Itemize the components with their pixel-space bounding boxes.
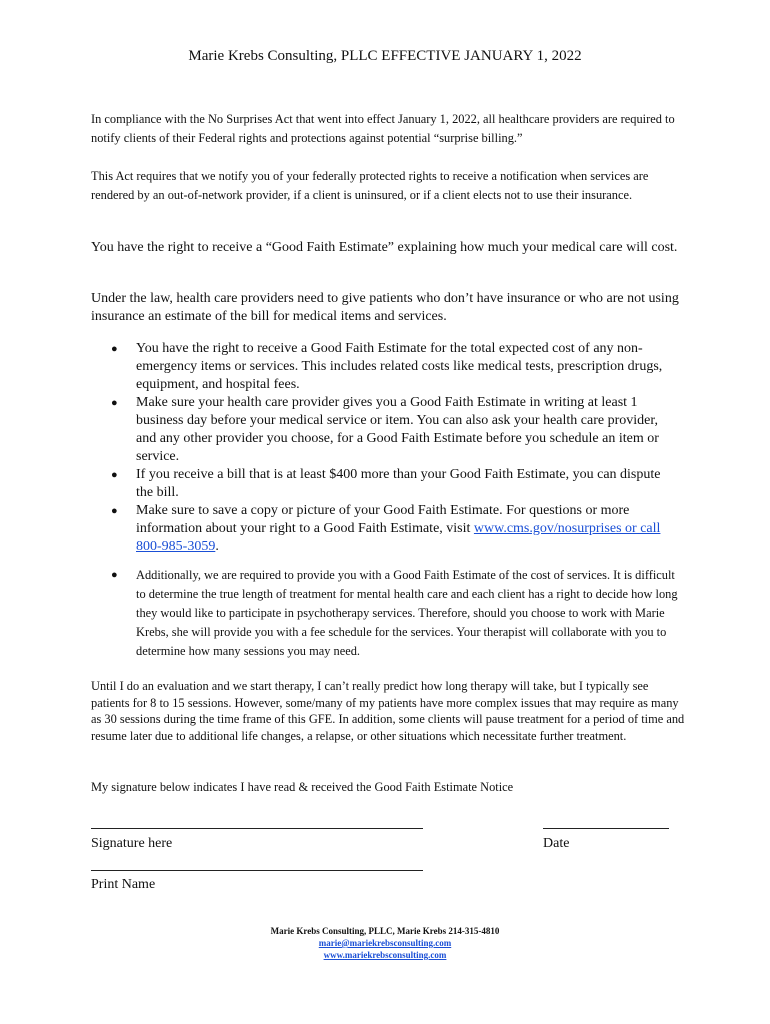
- act-requires-paragraph: This Act requires that we notify you of your federally protected rights to receive a notification when services are rendered by an out-of-network provider, if a client is uninsured, or if a client elects not to use their insurance.: [91, 169, 649, 202]
- footer-email-link[interactable]: marie@mariekrebsconsulting.com: [318, 938, 452, 948]
- bullet-icon: ●: [111, 569, 118, 581]
- compliance-paragraph: In compliance with the No Surprises Act that went into effect January 1, 2022, all healthcare providers are required to notify clients of their Federal rights and protections against potential “surprise billing.”: [91, 112, 675, 145]
- footer: [0, 925, 770, 961]
- bullet-text: Make sure your health care provider gives you a Good Faith Estimate in writing at least 1 business day before your medical service or item. You can also ask your health care provider, and any other provider you choose, for a Good Faith Estimate before you schedule an item or service.: [136, 395, 659, 464]
- rights-bullet-list: [91, 340, 681, 556]
- additional-bullet-list: [91, 566, 681, 661]
- bullet-text-end: .: [215, 539, 219, 554]
- list-item: [91, 466, 681, 502]
- bullet-text: Additionally, we are required to provide you with a Good Faith Estimate of the cost of services. It is difficult to determine the true length of treatment for mental health care and each client has a right to decide how long they would like to participate in psychotherapy services. Therefore, should you choose to work with Marie Krebs, she will provide you with a fee schedule for the services. Your therapist will collaborate with you to determine how many sessions you may need.: [136, 568, 678, 658]
- footer-website-link[interactable]: www.mariekrebsconsulting.com: [323, 950, 447, 960]
- list-item: [91, 394, 681, 466]
- evaluation-paragraph: Until I do an evaluation and we start therapy, I can’t really predict how long therapy will take, but I typically see patients for 8 to 15 sessions. However, some/many of my patients have more complex issues that may require as many as 30 sessions during the time frame of this GFE. In addition, some clients will pause treatment for a period of time and resume later due to additional life changes, a relapse, or other situations which necessitate further treatment.: [91, 679, 685, 743]
- cms-link[interactable]: www.cms.gov/nosurprises or call 800-985-3059: [136, 521, 661, 554]
- list-item: [91, 566, 681, 661]
- bullet-text: You have the right to receive a Good Faith Estimate for the total expected cost of any non-emergency items or services. This includes related costs like medical tests, prescription drugs, equipment, and hospital fees.: [136, 341, 663, 392]
- bullet-icon: ●: [111, 469, 118, 481]
- print-name-label: Print Name: [91, 877, 156, 892]
- bullet-text: If you receive a bill that is at least $400 more than your Good Faith Estimate, you can dispute the bill.: [136, 467, 661, 500]
- print-name-line[interactable]: [91, 870, 423, 871]
- bullet-icon: ●: [111, 397, 118, 409]
- signature-note: My signature below indicates I have read & received the Good Faith Estimate Notice: [91, 780, 514, 794]
- bullet-icon: ●: [111, 343, 118, 355]
- page-title: Marie Krebs Consulting, PLLC EFFECTIVE JANUARY 1, 2022: [188, 48, 582, 64]
- date-line[interactable]: [543, 828, 669, 829]
- signature-label: Signature here: [91, 836, 173, 851]
- footer-contact: Marie Krebs Consulting, PLLC, Marie Krebs 214-315-4810: [270, 926, 500, 936]
- list-item: [91, 502, 681, 556]
- date-label: Date: [543, 836, 570, 851]
- under-law-paragraph: Under the law, health care providers need to give patients who don’t have insurance or who are not using insurance an estimate of the bill for medical items and services.: [91, 291, 679, 324]
- bullet-icon: ●: [111, 505, 118, 517]
- list-item: [91, 340, 681, 394]
- signature-line[interactable]: [91, 828, 423, 829]
- bullet-text: Make sure to save a copy or picture of your Good Faith Estimate. For questions or more information about your right to a Good Faith Estimate, visit: [136, 503, 630, 536]
- right-paragraph: You have the right to receive a “Good Faith Estimate” explaining how much your medical care will cost.: [91, 240, 678, 255]
